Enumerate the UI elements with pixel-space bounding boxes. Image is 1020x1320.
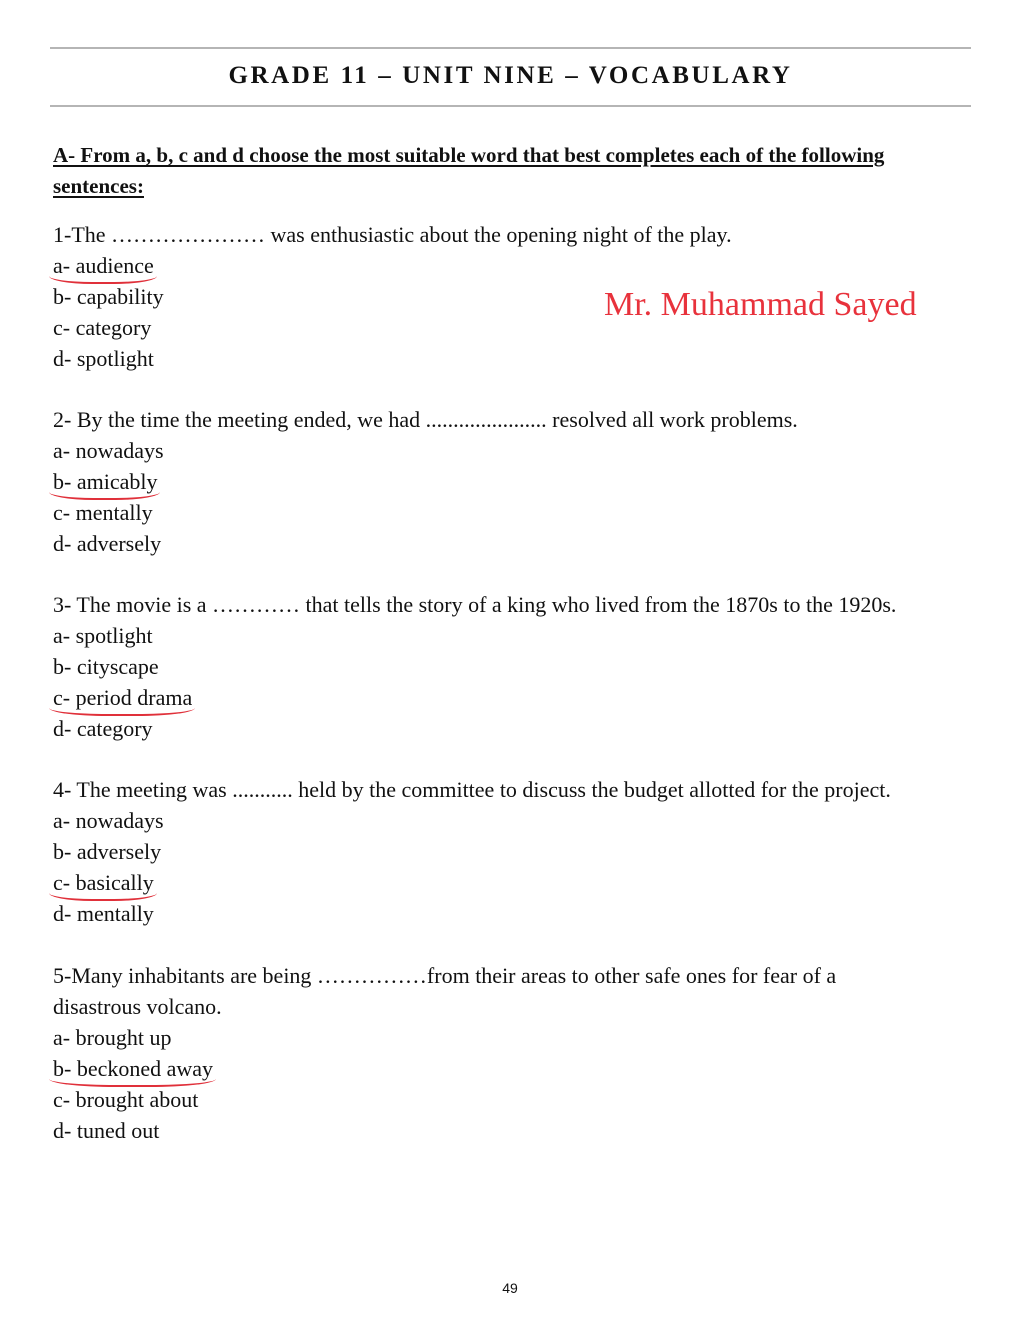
- question-stem: 2- By the time the meeting ended, we had ...................... resolved all work problems.: [53, 407, 798, 432]
- author-annotation: Mr. Muhammad Sayed: [604, 286, 917, 323]
- question-2: [53, 404, 973, 559]
- option-a: [53, 805, 973, 836]
- option-c: [53, 497, 973, 528]
- section-instruction: [53, 140, 933, 202]
- option-d: [53, 528, 973, 559]
- option-text: b- capability: [53, 284, 164, 309]
- option-b: [53, 836, 973, 867]
- question-1: [53, 219, 973, 374]
- option-a: [53, 250, 973, 281]
- option-d: [53, 898, 973, 929]
- option-a: [53, 1022, 893, 1053]
- option-text: a- spotlight: [53, 623, 153, 648]
- question-3: [53, 589, 973, 744]
- option-b: [53, 281, 973, 312]
- option-d: [53, 1115, 893, 1146]
- option-c: [53, 1084, 893, 1115]
- option-text: c- brought about: [53, 1087, 199, 1112]
- option-text: d- category: [53, 716, 153, 741]
- option-b: [53, 1053, 893, 1084]
- option-text: c- category: [53, 315, 152, 340]
- title-rule: [50, 105, 971, 107]
- option-text: b- adversely: [53, 839, 162, 864]
- question-4: [53, 774, 973, 929]
- option-text: d- tuned out: [53, 1118, 160, 1143]
- option-text: d- mentally: [53, 901, 154, 926]
- option-b: [53, 651, 973, 682]
- option-d: [53, 343, 973, 374]
- correct-answer-underlined: a- audience: [53, 250, 154, 281]
- question-stem: 5-Many inhabitants are being ……………from their areas to other safe ones for fear of a disastrous volcano.: [53, 963, 837, 1019]
- question-stem: 3- The movie is a ………… that tells the story of a king who lived from the 1870s to the 1920s.: [53, 592, 897, 617]
- correct-answer-underlined: b- amicably: [53, 466, 157, 497]
- option-c: [53, 867, 973, 898]
- instruction-text: A- From a, b, c and d choose the most suitable word that best completes each of the following sentences:: [53, 143, 885, 198]
- option-c: [53, 682, 973, 713]
- page-title: GRADE 11 – UNIT NINE – VOCABULARY: [228, 62, 793, 89]
- option-text: d- spotlight: [53, 346, 154, 371]
- option-c: [53, 312, 973, 343]
- option-b: [53, 466, 973, 497]
- option-a: [53, 620, 973, 651]
- correct-answer-underlined: b- beckoned away: [53, 1053, 213, 1084]
- top-rule: [50, 47, 971, 49]
- option-d: [53, 713, 973, 744]
- option-text: a- nowadays: [53, 808, 164, 833]
- option-text: a- nowadays: [53, 438, 164, 463]
- option-a: [53, 435, 973, 466]
- question-stem: 4- The meeting was ........... held by the committee to discuss the budget allotted for the project.: [53, 777, 891, 802]
- option-text: c- mentally: [53, 500, 153, 525]
- question-5: [53, 960, 893, 1146]
- option-text: a- brought up: [53, 1025, 172, 1050]
- question-stem: 1-The ………………… was enthusiastic about the opening night of the play.: [53, 222, 732, 247]
- correct-answer-underlined: c- basically: [53, 867, 154, 898]
- page-number: 49: [502, 1280, 518, 1296]
- option-text: b- cityscape: [53, 654, 159, 679]
- correct-answer-underlined: c- period drama: [53, 682, 192, 713]
- option-text: d- adversely: [53, 531, 162, 556]
